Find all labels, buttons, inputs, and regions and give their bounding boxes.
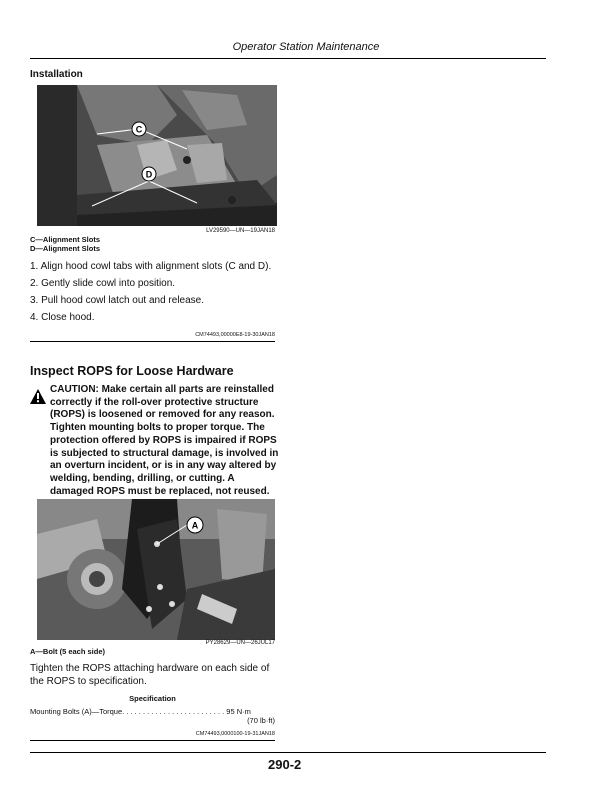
legend-item-d: D—Alignment Slots	[30, 244, 101, 253]
instruction-line: the ROPS to specification.	[30, 675, 147, 687]
step-item: 1. Align hood cowl tabs with alignment slots (C and D).	[30, 261, 272, 272]
specification-title: Specification	[129, 694, 176, 703]
instruction-line: Tighten the ROPS attaching hardware on each side of	[30, 663, 270, 674]
caution-line: damaged ROPS must be replaced, not reused.	[50, 485, 270, 497]
rops-figure	[37, 499, 275, 640]
page-header-title: Operator Station Maintenance	[232, 41, 380, 53]
callout-c	[132, 122, 146, 136]
svg-text:C: C	[135, 124, 143, 135]
step-item: 3. Pull hood cowl latch out and release.	[30, 295, 204, 306]
specification-row	[30, 707, 275, 725]
caution-line: (ROPS) is loosened or removed for any reason.	[50, 409, 275, 421]
caution-line: CAUTION: Make certain all parts are reinstalled	[50, 384, 274, 395]
installation-figure	[37, 85, 277, 226]
hood-cowl-illustration	[37, 85, 277, 226]
rops-bolt-illustration	[37, 499, 275, 640]
spec-alt-unit: (70 lb·ft)	[247, 716, 275, 725]
legend-item-c: C—Alignment Slots	[30, 235, 101, 244]
caution-line: is subjected to structural damage, is involved in	[50, 447, 279, 459]
footer-rule	[30, 752, 546, 753]
caution-line: Tighten mounting bolts to proper torque. The	[50, 422, 265, 434]
page-number: 290-2	[268, 757, 302, 772]
caution-line: welding, bending, drilling, or cutting. A	[50, 472, 235, 484]
caution-warning-icon	[30, 389, 46, 404]
spec-item: Mounting Bolts (A)—Torque. . . . . . . . . . . . . . . . . . . . . . . . . 95 N·m	[30, 707, 251, 716]
rops-legend: A—Bolt (5 each side)	[30, 647, 106, 656]
callout-d	[142, 167, 156, 181]
rops-doc-id: CM74493,0000100-19-31JAN18	[195, 731, 275, 737]
rops-instruction	[30, 663, 277, 688]
installation-steps	[30, 258, 271, 326]
callout-a	[187, 517, 203, 533]
caution-text	[50, 384, 297, 498]
rops-figure-code: PY28629—UN—26JUL17	[205, 640, 275, 646]
installation-legend	[30, 235, 100, 253]
installation-doc-id: CM74493,00000E8-19-30JAN18	[195, 332, 275, 338]
rops-section-title: Inspect ROPS for Loose Hardware	[30, 364, 234, 378]
step-item: 4. Close hood.	[30, 312, 95, 323]
caution-line: an overturn incident, or is in any way altered by	[50, 460, 277, 472]
svg-text:A: A	[191, 520, 199, 531]
caution-line: correctly if the roll-over protective structure	[50, 396, 259, 408]
installation-end-rule	[30, 341, 275, 342]
svg-text:D: D	[145, 169, 153, 180]
installation-figure-code: LV29590—UN—19JAN18	[206, 228, 275, 234]
rops-end-rule	[30, 740, 275, 741]
installation-title: Installation	[30, 69, 83, 80]
caution-line: protection offered by ROPS is impaired if ROPS	[50, 434, 277, 446]
step-item: 2. Gently slide cowl into position.	[30, 278, 176, 289]
header-rule	[30, 58, 546, 59]
